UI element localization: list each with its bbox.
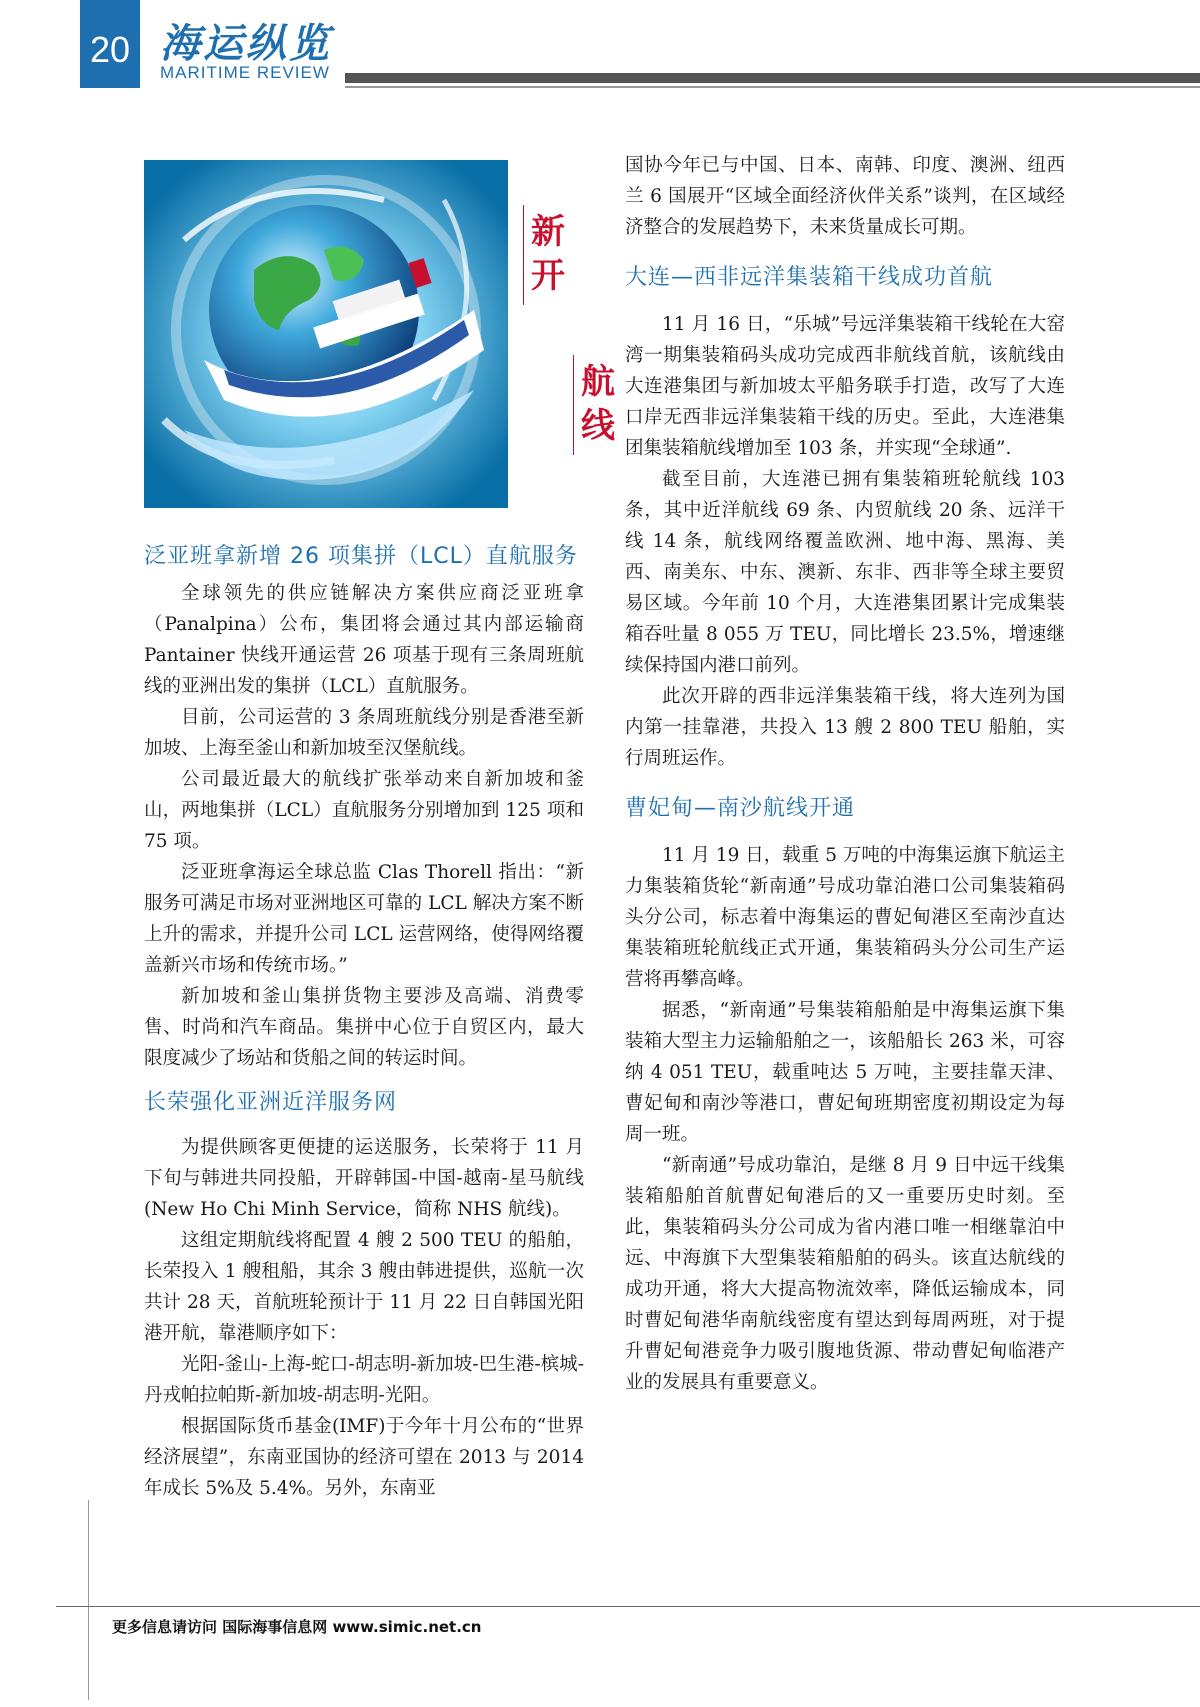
decor-line xyxy=(523,205,524,305)
right-column xyxy=(625,150,1065,1398)
footer-text: 更多信息请访问 国际海事信息网 www.simic.net.cn xyxy=(112,1618,482,1636)
paragraph: “新南通”号成功靠泊，是继 8 月 9 日中远干线集装箱船舶首航曹妃甸港后的又一重要历史时刻。至此，集装箱码头分公司成为省内港口唯一相继靠泊中远、中海旗下大型集装箱船舶的码头。该直达航线的成功开通，将大大提高物流效率，降低运输成本，同时曹妃甸港华南航线密度有望达到每周两班，对于提升曹妃甸港竞争力吸引腹地货源、带动曹妃甸临港产业的发展具有重要意义。 xyxy=(625,1155,1065,1393)
magazine-title: 海运纵览 xyxy=(160,20,332,67)
paragraph: 11 月 19 日，载重 5 万吨的中海集运旗下航运主力集装箱货轮“新南通”号成功靠泊港口公司集装箱码头分公司，标志着中海集运的曹妃甸港区至南沙直达集装箱班轮航线正式开通，集装箱码头分公司生产运营将再攀高峰。 xyxy=(625,845,1065,990)
footer-rule xyxy=(56,1606,1200,1607)
magazine-subtitle: MARITIME REVIEW xyxy=(160,63,330,82)
article-title: 长荣强化亚洲近洋服务网 xyxy=(144,1090,398,1115)
paragraph: 光阳-釜山-上海-蛇口-胡志明-新加坡-巴生港-槟城-丹戎帕拉帕斯-新加坡-胡志明-光阳。 xyxy=(144,1354,584,1406)
paragraph: 此次开辟的西非远洋集装箱干线，将大连列为国内第一挂靠港，共投入 13 艘 2 800 TEU 船舶，实行周班运作。 xyxy=(625,686,1065,769)
decor-char: 线 xyxy=(581,406,615,446)
paragraph: 泛亚班拿海运全球总监 Clas Thorell 指出：“新服务可满足市场对亚洲地区可靠的 LCL 解决方案不断上升的需求，并提升公司 LCL 运营网络，使得网络覆盖新兴市场和传统市场。” xyxy=(144,862,584,976)
paragraph: 为提供顾客更便捷的运送服务，长荣将于 11 月下旬与韩进共同投船，开辟韩国-中国-越南-星马航线(New Ho Chi Minh Service，简称 NHS 航线)。 xyxy=(144,1137,584,1220)
paragraph: 截至目前，大连港已拥有集装箱班轮航线 103 条，其中近洋航线 69 条、内贸航线 20 条、远洋干线 14 条，航线网络覆盖欧洲、地中海、黑海、美西、南美东、中东、澳新、东非、西非等全球主要贸易区域。今年前 10 个月，大连港集团累计完成集装箱吞吐量 8 055 万 TEU，同比增长 23.5%，增速继续保持国内港口前列。 xyxy=(625,469,1065,676)
paragraph: 根据国际货币基金(IMF)于今年十月公布的“世界经济展望”，东南亚国协的经济可望在 2013 与 2014 年成长 5%及 5.4%。另外，东南亚 xyxy=(144,1416,584,1499)
globe-ship-image xyxy=(144,160,508,508)
paragraph: 这组定期航线将配置 4 艘 2 500 TEU 的船舶，长荣投入 1 艘租船，其余 3 艘由韩进提供，巡航一次共计 28 天，首航班轮预计于 11 月 22 日自韩国光阳港开航，靠港顺序如下： xyxy=(144,1230,584,1344)
paragraph: 目前，公司运营的 3 条周班航线分别是香港至新加坡、上海至釜山和新加坡至汉堡航线。 xyxy=(144,707,584,759)
paragraph: 11 月 16 日，“乐城”号远洋集装箱干线轮在大窑湾一期集装箱码头成功完成西非航线首航，该航线由大连港集团与新加坡太平船务联手打造，改写了大连口岸无西非远洋集装箱干线的历史。至此，大连港集团集装箱航线增加至 103 条，并实现“全球通”. xyxy=(625,314,1065,459)
article-title: 泛亚班拿新增 26 项集拼（LCL）直航服务 xyxy=(144,544,578,569)
header-rule xyxy=(345,73,1200,83)
decor-heading-top xyxy=(528,210,568,298)
decor-char: 航 xyxy=(581,362,615,402)
decor-heading-bottom xyxy=(578,360,618,448)
paragraph: 据悉，“新南通”号集装箱船舶是中海集运旗下集装箱大型主力运输船舶之一，该船船长 263 米，可容纳 4 051 TEU，载重吨达 5 万吨，主要挂靠天津、曹妃甸和南沙等港口，曹妃甸班期密度初期设定为每周一班。 xyxy=(625,1000,1065,1145)
header-rule-thin xyxy=(345,86,1200,88)
globe-ship-illustration xyxy=(144,160,508,508)
decor-char: 开 xyxy=(531,256,565,296)
decor-line xyxy=(573,355,574,455)
paragraph: 公司最近最大的航线扩张举动来自新加坡和釜山，两地集拼（LCL）直航服务分别增加到 125 项和 75 项。 xyxy=(144,769,584,852)
paragraph: 全球领先的供应链解决方案供应商泛亚班拿（Panalpina）公布，集团将会通过其内部运输商 Pantainer 快线开通运营 26 项基于现有三条周班航线的亚洲出发的集拼（LCL）直航服务。 xyxy=(144,583,584,697)
article-title: 大连—西非远洋集装箱干线成功首航 xyxy=(625,265,994,290)
paragraph-continued: 国协今年已与中国、日本、南韩、印度、澳洲、纽西兰 6 国展开“区域全面经济伙伴关系”谈判，在区域经济整合的发展趋势下，未来货量成长可期。 xyxy=(625,155,1065,238)
page-number: 20 xyxy=(80,0,140,88)
article-title: 曹妃甸—南沙航线开通 xyxy=(625,796,856,821)
side-rule xyxy=(88,1500,89,1700)
paragraph: 新加坡和釜山集拼货物主要涉及高端、消费零售、时尚和汽车商品。集拼中心位于自贸区内，最大限度减少了场站和货船之间的转运时间。 xyxy=(144,986,584,1069)
decor-char: 新 xyxy=(531,212,565,252)
left-column xyxy=(144,540,584,1504)
